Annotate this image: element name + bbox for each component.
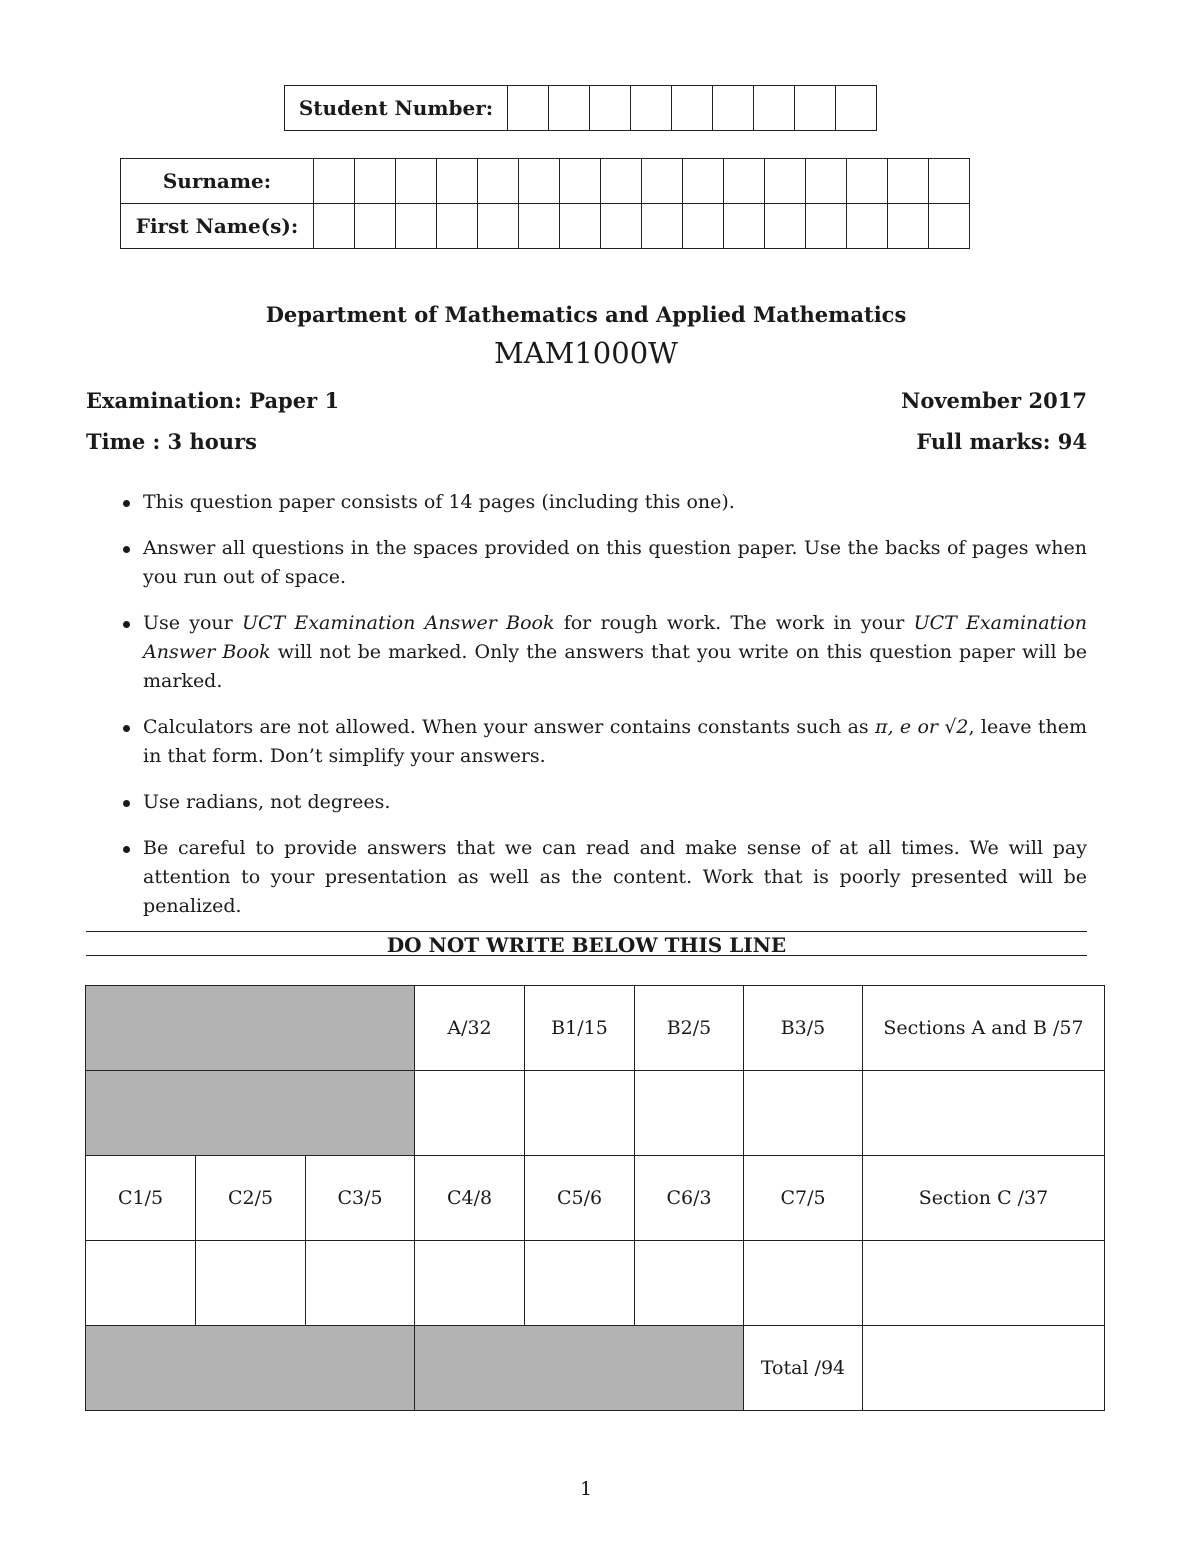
surname-cell[interactable] [847,159,888,204]
shaded-cell [86,986,415,1071]
student-number-grid [284,85,877,131]
surname-cell[interactable] [724,159,765,204]
marks-header-c1: C1/5 [86,1156,196,1241]
student-number-cell[interactable] [754,86,795,131]
instruction-text: This question paper consists of 14 pages (including this one). [143,491,735,513]
surname-cell[interactable] [888,159,929,204]
student-number-cell[interactable] [795,86,836,131]
surname-cell[interactable] [642,159,683,204]
surname-cell[interactable] [355,159,396,204]
instruction-item [86,488,1087,517]
instruction-text: Answer all questions in the spaces provided on this question paper. Use the backs of pages when you run out of space. [143,537,1087,588]
marks-header-c5: C5/6 [525,1156,635,1241]
divider-bottom-rule [86,955,1087,956]
bullet-icon [123,546,130,553]
bullet-icon [123,500,130,507]
surname-cell[interactable] [806,159,847,204]
instruction-text: Use radians, not degrees. [143,791,391,813]
student-number-cell[interactable] [549,86,590,131]
marks-header-b1: B1/15 [525,986,635,1071]
marks-entry-cell[interactable] [744,1241,863,1326]
surname-cell[interactable] [437,159,478,204]
marks-header-b3: B3/5 [744,986,863,1071]
answer-book-name: UCT Examination Answer Book [241,612,555,634]
page-number: 1 [579,1478,593,1500]
student-number-label: Student Number: [285,86,508,131]
total-label: Total /94 [744,1326,863,1411]
student-number-cell[interactable] [713,86,754,131]
student-number-cell[interactable] [508,86,549,131]
surname-cell[interactable] [765,159,806,204]
total-entry-cell[interactable] [863,1326,1105,1411]
bullet-icon [123,846,130,853]
shaded-cell [86,1326,415,1411]
marks-header-c4: C4/8 [415,1156,525,1241]
marks-entry-cell[interactable] [415,1071,525,1156]
marks-entry-cell[interactable] [86,1241,196,1326]
student-number-cell[interactable] [836,86,877,131]
instruction-item [86,788,1087,817]
instruction-item [86,834,1087,921]
answer-book-name: UCT Examination Answer Book [143,612,1087,663]
shaded-cell [86,1071,415,1156]
instruction-text: will not be marked. Only the answers that you write on this question paper will be marked. [143,641,1087,692]
first-names-cell[interactable] [683,204,724,249]
surname-cell[interactable] [560,159,601,204]
shaded-cell [415,1326,744,1411]
surname-cell[interactable] [929,159,970,204]
course-code: MAM1000W [494,336,678,370]
exam-date: November 2017 [901,388,1087,413]
first-names-cell[interactable] [396,204,437,249]
surname-cell[interactable] [519,159,560,204]
first-names-cell[interactable] [314,204,355,249]
marks-entry-cell[interactable] [306,1241,415,1326]
marks-header-section-c: Section C /37 [863,1156,1105,1241]
instruction-text: Calculators are not allowed. When your answer contains constants such as [143,716,876,738]
marks-entry-cell[interactable] [863,1071,1105,1156]
first-names-cell[interactable] [806,204,847,249]
name-grid [120,158,970,249]
instruction-item [86,713,1087,771]
first-names-cell[interactable] [478,204,519,249]
surname-cell[interactable] [601,159,642,204]
first-names-cell[interactable] [560,204,601,249]
marks-header-c2: C2/5 [196,1156,306,1241]
first-names-cell[interactable] [601,204,642,249]
marks-entry-cell[interactable] [863,1241,1105,1326]
first-names-cell[interactable] [355,204,396,249]
time-label: Time : 3 hours [86,429,257,454]
marks-header-c7: C7/5 [744,1156,863,1241]
first-names-label: First Name(s): [121,204,314,249]
first-names-cell[interactable] [765,204,806,249]
exam-label: Examination: Paper 1 [86,388,340,413]
math-constants: π, e or √2 [875,716,969,738]
first-names-cell[interactable] [888,204,929,249]
divider-top-rule [86,931,1087,932]
bullet-icon [123,725,130,732]
student-number-cell[interactable] [590,86,631,131]
marks-header-c6: C6/3 [635,1156,744,1241]
first-names-cell[interactable] [847,204,888,249]
marks-header-a: A/32 [415,986,525,1071]
first-names-cell[interactable] [519,204,560,249]
instruction-item [86,534,1087,592]
full-marks: Full marks: 94 [916,429,1087,454]
first-names-cell[interactable] [642,204,683,249]
department-title: Department of Mathematics and Applied Mathematics [265,302,907,327]
marks-header-sections-ab: Sections A and B /57 [863,986,1105,1071]
first-names-cell[interactable] [437,204,478,249]
instruction-text: , leave them in that form. Don’t simplify your answers. [143,716,1087,767]
marks-entry-cell[interactable] [525,1071,635,1156]
instructions-list [86,488,1087,938]
instruction-text: Be careful to provide answers that we can read and make sense of at all times. We will pay attention to your presentation as well as the content. Work that is poorly presented will be penalized. [143,837,1087,917]
student-number-cell[interactable] [672,86,713,131]
marks-entry-cell[interactable] [196,1241,306,1326]
marks-entry-cell[interactable] [635,1071,744,1156]
surname-label: Surname: [121,159,314,204]
marks-table [85,985,1105,1411]
marks-entry-cell[interactable] [744,1071,863,1156]
marks-header-b2: B2/5 [635,986,744,1071]
marks-entry-cell[interactable] [635,1241,744,1326]
bullet-icon [123,800,130,807]
marks-entry-cell[interactable] [415,1241,525,1326]
surname-cell[interactable] [683,159,724,204]
instruction-item [86,609,1087,696]
instruction-text: Use your [143,612,242,634]
student-number-cell[interactable] [631,86,672,131]
bullet-icon [123,621,130,628]
surname-cell[interactable] [314,159,355,204]
first-names-cell[interactable] [929,204,970,249]
do-not-write-notice: DO NOT WRITE BELOW THIS LINE [386,933,787,957]
first-names-cell[interactable] [724,204,765,249]
marks-entry-cell[interactable] [525,1241,635,1326]
marks-header-c3: C3/5 [306,1156,415,1241]
surname-cell[interactable] [396,159,437,204]
instruction-text: for rough work. The work in your [554,612,914,634]
surname-cell[interactable] [478,159,519,204]
